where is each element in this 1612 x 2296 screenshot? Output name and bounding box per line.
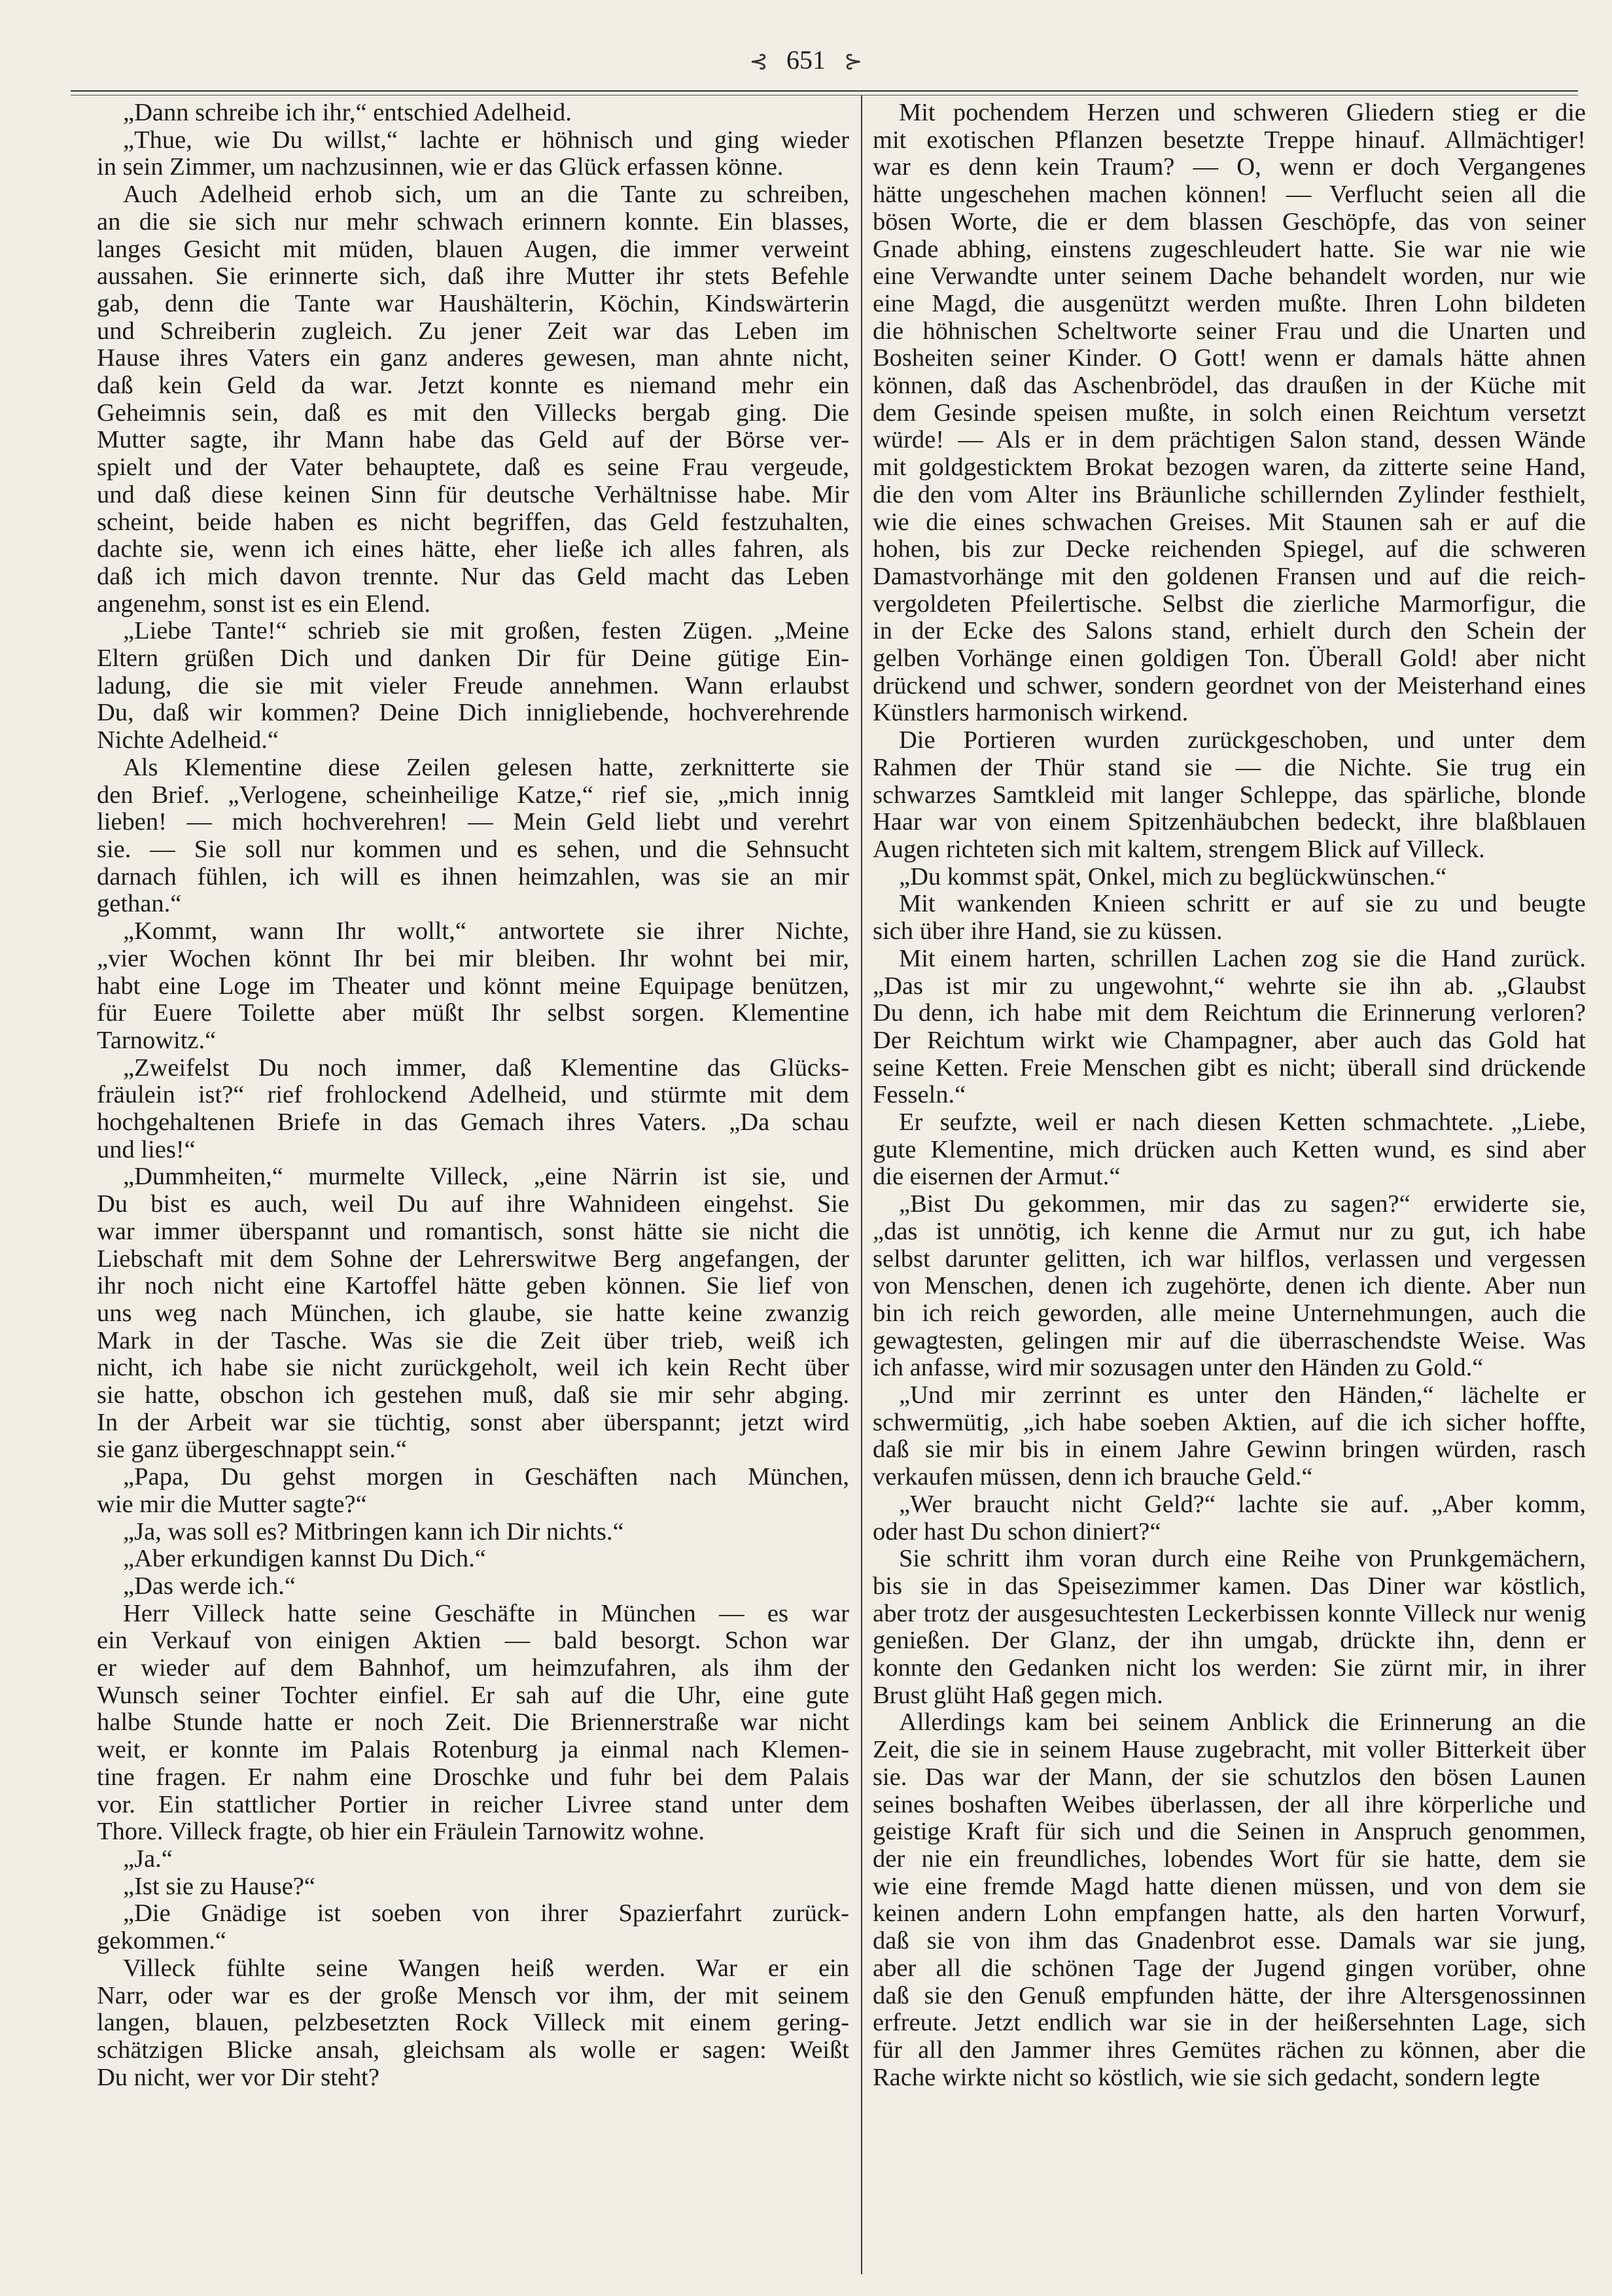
text-line: Rahmen der Thür stand sie — die Nichte. Sie trug ein (873, 753, 1586, 781)
text-line: schätzigen Blicke ansah, gleichsam als wolle er sagen: Weißt (97, 2036, 849, 2064)
text-line: eine Magd, die ausgenützt werden mußte. Ihren Lohn bildeten (873, 289, 1586, 317)
text-line: schwarzes Samtkleid mit langer Schleppe, das spärliche, blonde (873, 781, 1586, 809)
text-line: gab, denn die Tante war Haushälterin, Köchin, Kindswärterin (97, 289, 849, 317)
paragraph (873, 891, 1586, 945)
text-line: Du nicht, wer vor Dir steht? (97, 2063, 379, 2091)
text-line: in sein Zimmer, um nachzusinnen, wie er das Glück erfassen könne. (97, 153, 784, 181)
text-line: „Und mir zerrinnt es unter den Händen,“ lächelte er (899, 1381, 1586, 1409)
text-line: Als Klementine diese Zeilen gelesen hatte, zerknitterte sie (123, 753, 849, 781)
text-line: fräulein ist?“ rief frohlockend Adelheid, und stürmte mit dem (97, 1081, 849, 1109)
text-line: habt eine Loge im Theater und könnt meine Equipage benützen, (97, 972, 849, 1000)
text-line: können, daß das Aschenbrödel, das draußen in der Küche mit (873, 372, 1586, 400)
text-line: wie mir die Mutter sagte?“ (97, 1490, 367, 1518)
text-line: für Euere Toilette aber müßt Ihr selbst sorgen. Klementine (97, 999, 849, 1027)
text-line: Er seufzte, weil er nach diesen Ketten schmachtete. „Liebe, (899, 1108, 1586, 1137)
text-line: genießen. Der Glanz, der ihn umgab, drückte ihn, denn er (873, 1627, 1586, 1655)
paragraph (97, 127, 849, 181)
text-line: dem Gesinde speisen mußte, in solch einen Reichtum versetzt (873, 398, 1586, 427)
text-line: hätte ungeschehen machen können! — Verflucht seien all die (873, 181, 1586, 209)
text-line: Thore. Villeck fragte, ob hier ein Fräulein Tarnowitz wohne. (97, 1818, 705, 1846)
text-line: Sie schritt ihm voran durch eine Reihe von Prunkgemächern, (899, 1545, 1586, 1573)
text-line: Geheimnis sein, daß es mit den Villecks bergab ging. Die (97, 398, 849, 427)
ornament-left-icon: ⊰ (749, 50, 768, 74)
text-line: tine fragen. Er nahm eine Droschke und fuhr bei dem Palais (97, 1763, 849, 1791)
text-line: dachte sie, wenn ich eines hätte, eher ließe ich alles fahren, als (97, 535, 849, 563)
paragraph (97, 1163, 849, 1464)
text-line: angenehm, sonst ist es ein Elend. (97, 590, 431, 618)
header-rule (71, 90, 1578, 92)
text-line: Mark in der Tasche. Was sie die Zeit über trieb, weiß ich (97, 1326, 849, 1354)
text-line: Auch Adelheid erhob sich, um an die Tante zu schreiben, (123, 181, 849, 209)
text-line: eine Verwandte unter seinem Dache behandelt worden, nur wie (873, 262, 1586, 291)
text-line: sie hatte, obschon ich gestehen muß, daß sie mir sehr abging. (97, 1381, 849, 1409)
text-line: sich über ihre Hand, sie zu küssen. (873, 917, 1223, 945)
text-line: „Du kommst spät, Onkel, mich zu beglückwünschen.“ (899, 862, 1447, 891)
text-line: ladung, die sie mit vieler Freude annehmen. Wann erlaubst (97, 671, 849, 699)
paragraph (873, 1545, 1586, 1709)
text-line: weit, er konnte im Palais Rotenburg ja einmal nach Klemen- (97, 1736, 849, 1764)
text-line: Künstlers harmonisch wirkend. (873, 699, 1189, 727)
text-line: von Menschen, denen ich zugehörte, denen ich diente. Aber nun (873, 1272, 1586, 1300)
text-line: Narr, oder war es der große Mensch vor ihm, der mit seinem (97, 1981, 849, 2009)
text-line: „Bist Du gekommen, mir das zu sagen?“ erwiderte sie, (899, 1190, 1586, 1218)
text-line: hochgehaltenen Briefe in das Gemach ihres Vaters. „Da schau (97, 1108, 849, 1137)
page-header (0, 41, 1612, 80)
text-line: Haar war von einem Spitzenhäubchen bedeckt, ihre blaßblauen (873, 808, 1586, 836)
text-line: gethan.“ (97, 890, 182, 918)
paragraph (873, 727, 1586, 864)
text-line: aussahen. Sie erinnerte sich, daß ihre Mutter ihr stets Befehle (97, 262, 849, 291)
text-line: spielt und der Vater behauptete, daß es seine Frau vergeude, (97, 453, 849, 482)
text-line: Herr Villeck hatte seine Geschäfte in München — es war (123, 1599, 849, 1627)
text-line: „Thue, wie Du willst,“ lachte er höhnisch und ging wieder (123, 126, 849, 154)
text-line: in der Ecke des Salons stand, erhielt durch den Schein der (873, 617, 1586, 645)
text-line: bin ich reich geworden, alle meine Unternehmungen, auch die (873, 1299, 1586, 1327)
text-line: „das ist unnötig, ich kenne die Armut nur zu gut, ich habe (873, 1217, 1586, 1245)
text-line: konnte den Gedanken nicht los werden: Sie zürnt mir, in ihrer (873, 1654, 1586, 1682)
text-line: Hause ihres Vaters ein ganz anderes gewesen, man ahnte nicht, (97, 344, 849, 372)
text-line: „Das ist mir zu ungewohnt,“ wehrte sie ihn ab. „Glaubst (873, 972, 1586, 1000)
text-line: mit goldgesticktem Brokat bezogen waren, da zitterte seine Hand, (873, 453, 1586, 482)
text-line: mit exotischen Pflanzen besetzte Treppe hinauf. Allmächtiger! (873, 126, 1586, 154)
text-line: langen, blauen, pelzbesetzten Rock Villeck mit einem gering- (97, 2009, 849, 2037)
text-line: „Kommt, wann Ihr wollt,“ antwortete sie ihrer Nichte, (123, 917, 849, 945)
text-line: war immer überspannt und romantisch, sonst hätte sie nicht die (97, 1217, 849, 1245)
text-line: halbe Stunde hatte er noch Zeit. Die Briennerstraße war nicht (97, 1708, 849, 1737)
text-line: Liebschaft mit dem Sohne der Lehrerswitwe Berg angefangen, der (97, 1245, 849, 1273)
text-line: er wieder auf dem Bahnhof, um heimzufahren, als ihm der (97, 1654, 849, 1682)
paragraph (873, 945, 1586, 1109)
text-line: darnach fühlen, ich will es ihnen heimzahlen, was sie an mir (97, 862, 849, 891)
paragraph (97, 1900, 849, 1954)
text-line: Bosheiten seiner Kinder. O Gott! wenn er damals hätte ahnen (873, 344, 1586, 372)
text-line: für all den Jammer ihres Gemütes rächen zu können, aber die (873, 2036, 1586, 2064)
text-line: gewagtesten, gelingen mir auf die überraschendste Weise. Was (873, 1326, 1586, 1354)
text-line: Rache wirkte nicht so köstlich, wie sie sich gedacht, sondern legte (873, 2063, 1540, 2091)
text-line: sie. — Sie soll nur kommen und es sehen, und die Sehnsucht (97, 835, 849, 863)
text-line: „Dann schreibe ich ihr,“ entschied Adelheid. (123, 99, 572, 126)
text-line: „Zweifelst Du noch immer, daß Klementine das Glücks- (123, 1053, 849, 1082)
text-line: „Die Gnädige ist soeben von ihrer Spazierfahrt zurück- (123, 1899, 849, 1928)
text-line: Fesseln.“ (873, 1081, 966, 1109)
paragraph (97, 1545, 849, 1573)
paragraph (873, 1382, 1586, 1491)
column-divider (861, 96, 862, 2274)
text-line: Zeit, die sie in seinem Hause zugebracht, mit voller Bitterkeit über (873, 1736, 1586, 1764)
paragraph (873, 864, 1586, 891)
text-line: war es denn kein Traum? — O, wenn er doch Vergangenes (873, 153, 1586, 181)
paragraph (873, 1709, 1586, 2091)
text-line: erfreute. Jetzt endlich war sie in der heißersehnten Lage, sich (873, 2009, 1586, 2037)
text-line: die den vom Alter ins Bräunliche schillernden Zylinder festhielt, (873, 480, 1586, 508)
text-line: geistige Kraft für sich und die Seinen in Anspruch genommen, (873, 1818, 1586, 1846)
text-line: und lies!“ (97, 1135, 196, 1163)
text-line: seine Ketten. Freie Menschen gibt es nicht; überall sind drückende (873, 1053, 1586, 1082)
paragraph (97, 1873, 849, 1901)
text-line: Du denn, ich habe mit dem Reichtum die Erinnerung verloren? (873, 999, 1586, 1027)
text-line: „Papa, Du gehst morgen in Geschäften nach München, (123, 1463, 849, 1491)
text-line: und Schreiberin zugleich. Zu jener Zeit war das Leben im (97, 317, 849, 345)
text-line: wie die eines schwachen Greises. Mit Staunen sah er auf die (873, 508, 1586, 536)
paragraph (873, 1191, 1586, 1382)
text-line: scheint, beide haben es nicht begriffen, das Geld festzuhalten, (97, 508, 849, 536)
text-line: Augen richteten sich mit kaltem, strengem Blick auf Villeck. (873, 835, 1485, 863)
paragraph (97, 918, 849, 1055)
text-line: In der Arbeit war sie tüchtig, sonst aber überspannt; jetzt wird (97, 1408, 849, 1436)
right-column (873, 99, 1586, 2091)
text-line: „Aber erkundigen kannst Du Dich.“ (123, 1545, 486, 1573)
text-line: Mit wankenden Knieen schritt er auf sie zu und beugte (899, 890, 1586, 918)
left-column (97, 99, 849, 2091)
text-line: drückend und schwer, sondern geordnet von der Meisterhand eines (873, 671, 1586, 699)
text-line: „Ja.“ (123, 1845, 173, 1873)
text-line: aber all die schönen Tage der Jugend gingen vorüber, ohne (873, 1954, 1586, 1982)
paragraph (97, 99, 849, 127)
text-line: daß sie mir bis in einem Jahre Gewinn bringen würden, rasch (873, 1436, 1586, 1464)
text-line: ich anfasse, wird mir sozusagen unter den Händen zu Gold.“ (873, 1354, 1484, 1382)
text-line: Villeck fühlte seine Wangen heiß werden. War er ein (123, 1954, 849, 1982)
text-line: gekommen.“ (97, 1927, 226, 1955)
text-line: „Das werde ich.“ (123, 1572, 296, 1600)
text-line: seines boshaften Weibes überlassen, der all ihre körperliche und (873, 1790, 1586, 1818)
text-line: den Brief. „Verlogene, scheinheilige Katze,“ rief sie, „mich innig (97, 781, 849, 809)
header-rule-thin (71, 95, 1578, 96)
text-line: Nichte Adelheid.“ (97, 726, 279, 754)
text-line: lieben! — mich hochverehren! — Mein Geld liebt und verehrt (97, 808, 849, 836)
text-line: daß sie von ihm das Gnadenbrot esse. Damals war sie jung, (873, 1927, 1586, 1955)
text-line: schwermütig, „ich habe soeben Aktien, auf die ich sicher hoffte, (873, 1408, 1586, 1436)
text-line: Mutter sagte, ihr Mann habe das Geld auf der Börse ver- (97, 426, 849, 454)
text-line: gelben Vorhänge einen goldigen Ton. Überall Gold! aber nicht (873, 645, 1586, 673)
text-line: daß sie den Genuß empfunden hätte, der ihre Altersgenossinnen (873, 1981, 1586, 2009)
text-line: Der Reichtum wirkt wie Champagner, aber auch das Gold hat (873, 1026, 1586, 1054)
text-line: Du bist es auch, weil Du auf ihre Wahnideen eingehst. Sie (97, 1190, 849, 1218)
text-line: und daß diese keinen Sinn für deutsche Verhältnisse habe. Mir (97, 480, 849, 508)
paragraph (97, 1846, 849, 1873)
text-line: Brust glüht Haß gegen mich. (873, 1681, 1163, 1709)
text-line: „Dummheiten,“ murmelte Villeck, „eine Närrin ist sie, und (123, 1163, 849, 1191)
paragraph (97, 1464, 849, 1518)
ornament-right-icon: ⊱ (844, 50, 863, 74)
text-line: nicht, ich habe sie nicht zurückgeholt, weil ich kein Recht über (97, 1354, 849, 1382)
text-line: die eisernen der Armut.“ (873, 1163, 1121, 1191)
text-line: „vier Wochen könnt Ihr bei mir bleiben. Ihr wohnt bei mir, (97, 944, 849, 972)
text-line: sie. Das war der Mann, der sie schutzlos den bösen Launen (873, 1763, 1586, 1791)
paragraph (97, 181, 849, 618)
text-line: Wunsch seiner Tochter einfiel. Er sah auf die Uhr, eine gute (97, 1681, 849, 1709)
text-line: die höhnischen Scheltworte seiner Frau und die Unarten und (873, 317, 1586, 345)
text-line: Du, daß wir kommen? Deine Dich innigliebende, hochverehrende (97, 699, 849, 727)
text-line: Tarnowitz.“ (97, 1026, 217, 1054)
text-line: der nie ein freundliches, lobendes Wort für sie hatte, dem sie (873, 1845, 1586, 1873)
text-line: gute Klementine, mich drücken auch Ketten wund, es sind aber (873, 1135, 1586, 1163)
text-line: würde! — Als er in dem prächtigen Salon stand, dessen Wände (873, 426, 1586, 454)
text-line: verkaufen müssen, denn ich brauche Geld.“ (873, 1463, 1313, 1491)
paragraph (97, 1573, 849, 1600)
text-line: uns weg nach München, ich glaube, sie hatte keine zwanzig (97, 1299, 849, 1327)
text-line: bis sie in das Speisezimmer kamen. Das Diner war köstlich, (873, 1572, 1586, 1600)
text-line: langes Gesicht mit müden, blauen Augen, die immer verweint (97, 235, 849, 263)
text-line: selbst darunter gelitten, ich war hilflos, verlassen und vergessen (873, 1245, 1586, 1273)
text-line: „Wer braucht nicht Geld?“ lachte sie auf. „Aber komm, (899, 1490, 1586, 1518)
text-line: keinen andern Lohn empfangen hatte, als den harten Vorwurf, (873, 1899, 1586, 1928)
paragraph (873, 1491, 1586, 1545)
paragraph (873, 1109, 1586, 1191)
text-line: „Ja, was soll es? Mitbringen kann ich Dir nichts.“ (123, 1517, 624, 1545)
text-line: ein Verkauf von einigen Aktien — bald besorgt. Schon war (97, 1627, 849, 1655)
text-line: an die sie sich nur mehr schwach erinnern konnte. Ein blasses, (97, 207, 849, 236)
text-line: „Liebe Tante!“ schrieb sie mit großen, festen Zügen. „Meine (123, 617, 849, 645)
text-line: „Ist sie zu Hause?“ (123, 1872, 315, 1900)
paragraph (873, 99, 1586, 727)
paragraph (97, 1955, 849, 2092)
paragraph (97, 1600, 849, 1846)
text-line: ihr noch nicht eine Kartoffel hätte geben können. Sie lief von (97, 1272, 849, 1300)
text-line: Damastvorhänge mit den goldenen Fransen und auf die reich- (873, 562, 1586, 590)
text-line: Eltern grüßen Dich und danken Dir für Deine gütige Ein- (97, 645, 849, 673)
text-line: oder hast Du schon diniert?“ (873, 1517, 1161, 1545)
paragraph (97, 1519, 849, 1546)
text-line: Gnade abhing, einstens zugeschleudert hatte. Sie war nie wie (873, 235, 1586, 263)
text-line: Mit pochendem Herzen und schweren Gliedern stieg er die (899, 99, 1586, 126)
paragraph (97, 754, 849, 918)
text-line: vergoldeten Pfeilertische. Selbst die zierliche Marmorfigur, die (873, 590, 1586, 618)
text-line: vor. Ein stattlicher Portier in reicher Livree stand unter dem (97, 1790, 849, 1818)
text-line: daß ich mich davon trennte. Nur das Geld macht das Leben (97, 562, 849, 590)
text-line: bösen Worte, die er dem blassen Geschöpfe, das von seiner (873, 207, 1586, 236)
text-line: Mit einem harten, schrillen Lachen zog sie die Hand zurück. (899, 944, 1586, 972)
paragraph (97, 618, 849, 754)
text-line: Allerdings kam bei seinem Anblick die Erinnerung an die (899, 1708, 1586, 1737)
page-number: 651 (786, 45, 826, 75)
text-line: Die Portieren wurden zurückgeschoben, und unter dem (899, 726, 1586, 754)
text-line: wie eine fremde Magd hatte dienen müssen, und von dem sie (873, 1872, 1586, 1900)
text-line: daß kein Geld da war. Jetzt konnte es niemand mehr ein (97, 372, 849, 400)
text-line: hohen, bis zur Decke reichenden Spiegel, auf die schweren (873, 535, 1586, 563)
text-line: aber trotz der ausgesuchtesten Leckerbissen konnte Villeck nur wenig (873, 1599, 1586, 1627)
paragraph (97, 1055, 849, 1164)
text-line: sie ganz übergeschnappt sein.“ (97, 1436, 407, 1464)
